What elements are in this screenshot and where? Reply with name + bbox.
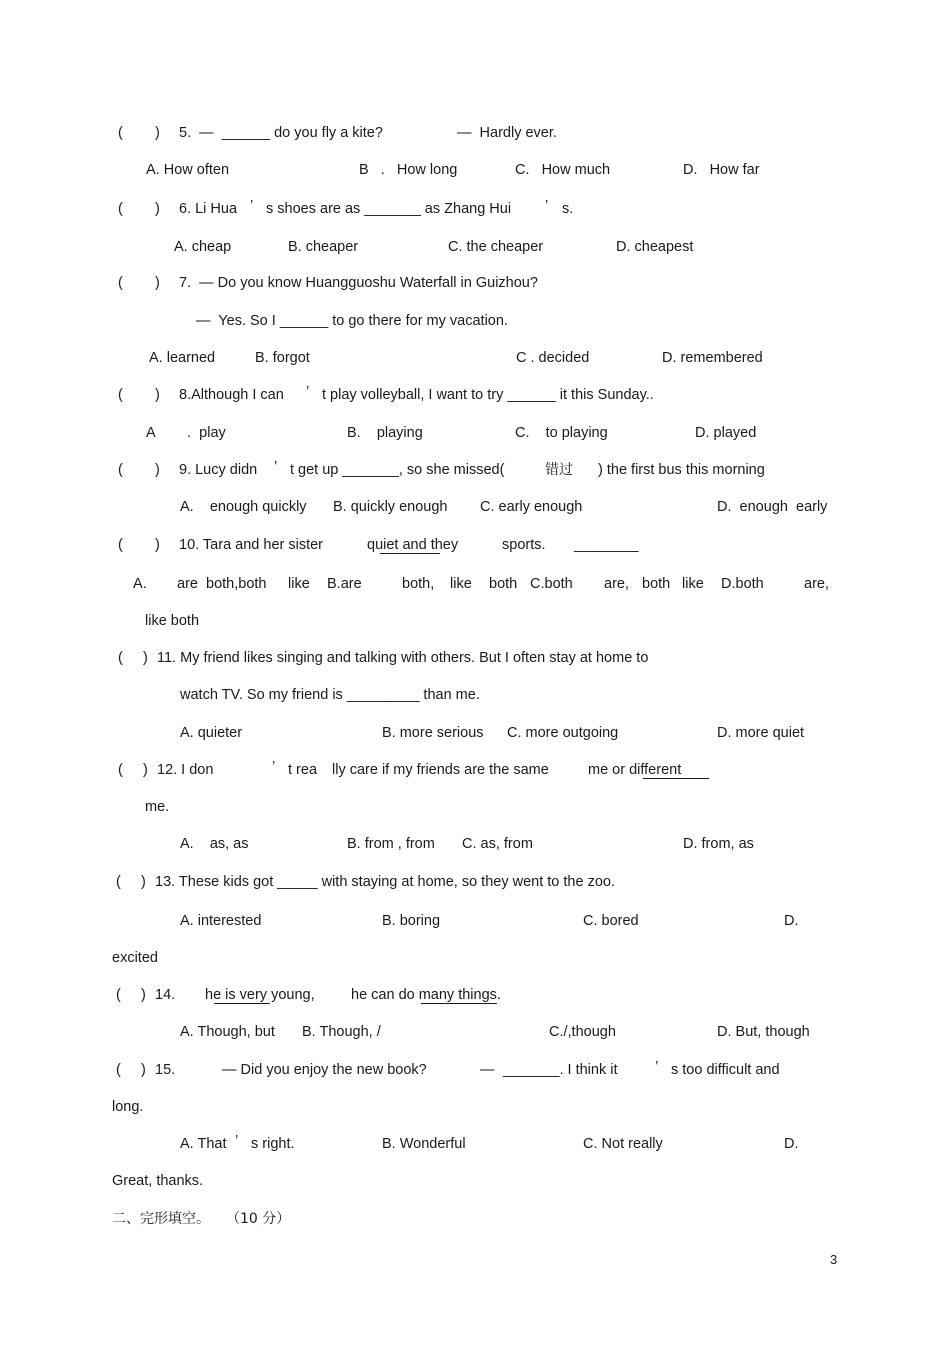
q15-number: 15.: [155, 1062, 176, 1078]
page-number: 3: [830, 1252, 838, 1267]
section-2-score: （10 分）: [226, 1211, 291, 1227]
q12-option-c: C. as, from: [462, 836, 533, 852]
q14-option-a: A. Though, but: [180, 1024, 275, 1040]
q6-option-c: C. the cheaper: [448, 239, 544, 255]
q14-underline-1: [214, 1003, 270, 1004]
q13-option-d: D.: [784, 913, 799, 929]
q12-option-a: A. as, as: [180, 836, 249, 852]
q10-opt-token: like: [682, 576, 704, 592]
q12-stem-b: t rea: [288, 762, 318, 778]
q11-option-a: A. quieter: [180, 725, 243, 741]
q5-option-d: D. How far: [683, 162, 760, 178]
q6-apostrophe-1: ’: [250, 198, 254, 214]
q8-apostrophe: ’: [306, 384, 310, 400]
q10-opt-token: both: [489, 576, 518, 592]
q12-stem-d: me or different: [588, 762, 682, 778]
q12-stem-c: lly care if my friends are the same: [332, 762, 549, 778]
q9-option-b: B. quickly enough: [333, 499, 448, 515]
q15-option-b: B. Wonderful: [382, 1136, 466, 1152]
q10-opt-token: D.both: [721, 576, 764, 592]
q12-stem-2: me.: [145, 799, 170, 815]
q9-option-d: D. enough early: [717, 499, 828, 515]
q14-option-b: B. Though, /: [302, 1024, 381, 1040]
q5-paren: ( ): [118, 125, 160, 141]
q12-option-d: D. from, as: [683, 836, 754, 852]
q9-paren: ( ): [118, 462, 160, 478]
q7-option-d: D. remembered: [662, 350, 763, 366]
q6-stem-c: s.: [562, 201, 574, 217]
q14-underline-2: [421, 1003, 497, 1004]
q15-stem-b: — Did you enjoy the new book?: [222, 1062, 427, 1078]
q9-apostrophe: ’: [274, 459, 278, 475]
q10-underline: [380, 553, 440, 554]
q10-opt-token: B.are: [327, 576, 362, 592]
q10-opt-token: are both,both: [177, 576, 267, 592]
q12-stem-a: 12. I don: [157, 762, 214, 778]
q15-option-a-rest: s right.: [251, 1136, 295, 1152]
q8-option-c: C. to playing: [515, 425, 608, 441]
q15-option-c: C. Not really: [583, 1136, 663, 1152]
q14-number: 14.: [155, 987, 176, 1003]
q10-opt-token: like: [450, 576, 472, 592]
q5-option-a: A. How often: [146, 162, 230, 178]
q8-option-b: B. playing: [347, 425, 423, 441]
q13-option-d-wrap: excited: [112, 950, 158, 966]
q11-paren: ( ): [118, 650, 148, 666]
section-2-title: 二、完形填空。: [112, 1211, 210, 1227]
q8-stem-a: 8.Although I can: [179, 387, 284, 403]
q8-option-a: A . play: [146, 425, 226, 441]
q9-stem-a: 9. Lucy didn: [179, 462, 258, 478]
q6-stem-b: s shoes are as _______ as Zhang Hui: [266, 201, 512, 217]
q5-option-c: C. How much: [515, 162, 611, 178]
q9-stem-b: t get up _______, so she missed(: [290, 462, 505, 478]
q9-option-c: C. early enough: [480, 499, 583, 515]
q7-option-c: C . decided: [516, 350, 590, 366]
q12-apostrophe: ’: [272, 759, 276, 775]
q14-paren: ( ): [116, 987, 146, 1003]
q6-stem-a: 6. Li Hua: [179, 201, 238, 217]
q15-stem-2: long.: [112, 1099, 144, 1115]
q15-stem-c: _______. I think it: [503, 1062, 618, 1078]
q14-stem-c: he can do many things.: [351, 987, 501, 1003]
q8-paren: ( ): [118, 387, 160, 403]
q13-option-c: C. bored: [583, 913, 639, 929]
q13-option-a: A. interested: [180, 913, 262, 929]
q8-option-d: D. played: [695, 425, 757, 441]
q7-option-a: A. learned: [149, 350, 216, 366]
q15-stem-d: s too difficult and: [671, 1062, 780, 1078]
q10-opt-token: both: [642, 576, 671, 592]
q15-option-a: A. That: [180, 1136, 227, 1152]
q15-option-d: D.: [784, 1136, 799, 1152]
q13-stem: 13. These kids got _____ with staying at home, so they went to the zoo.: [155, 874, 615, 890]
q10-opt-token: like: [288, 576, 310, 592]
q10-blank: ________: [574, 537, 639, 553]
q10-opt-wrap: like both: [145, 613, 200, 629]
q10-stem-b: quiet and they: [367, 537, 459, 553]
q11-stem-2: watch TV. So my friend is _________ than me.: [180, 687, 480, 703]
q11-stem: 11. My friend likes singing and talking with others. But I often stay at home to: [157, 650, 649, 666]
q11-option-d: D. more quiet: [717, 725, 805, 741]
q6-apostrophe-2: ’: [545, 198, 549, 214]
q11-option-c: C. more outgoing: [507, 725, 619, 741]
q7-reply: — Yes. So I ______ to go there for my vacation.: [196, 313, 508, 329]
q5-reply: — Hardly ever.: [457, 125, 557, 141]
q14-option-d: D. But, though: [717, 1024, 810, 1040]
q13-option-b: B. boring: [382, 913, 441, 929]
q15-option-d-wrap: Great, thanks.: [112, 1173, 204, 1189]
q11-option-b: B. more serious: [382, 725, 484, 741]
q7-stem: 7. — Do you know Huangguoshu Waterfall in Guizhou?: [179, 275, 538, 291]
q6-option-b: B. cheaper: [288, 239, 359, 255]
q6-option-a: A. cheap: [174, 239, 232, 255]
q15-option-a-apostrophe: ’: [235, 1133, 239, 1149]
q15-dash: —: [480, 1062, 495, 1078]
q10-opt-token: are,: [604, 576, 629, 592]
q9-option-a: A. enough quickly: [180, 499, 307, 515]
q10-opt-token: C.both: [530, 576, 573, 592]
q14-option-c: C./,though: [549, 1024, 616, 1040]
q7-paren: ( ): [118, 275, 160, 291]
q12-underline: [643, 778, 709, 779]
q12-option-b: B. from , from: [347, 836, 435, 852]
q6-paren: ( ): [118, 201, 160, 217]
q5-stem: 5. — ______ do you fly a kite?: [179, 125, 383, 141]
q10-paren: ( ): [118, 537, 160, 553]
q13-paren: ( ): [116, 874, 146, 890]
q6-option-d: D. cheapest: [616, 239, 694, 255]
q10-opt-token: A.: [133, 576, 147, 592]
q15-paren: ( ): [116, 1062, 146, 1078]
q7-option-b: B. forgot: [255, 350, 310, 366]
q8-stem-b: t play volleyball, I want to try ______ it this Sunday..: [322, 387, 654, 403]
q5-option-b: B . How long: [359, 162, 458, 178]
q14-stem-b: he is very young,: [205, 987, 315, 1003]
q10-opt-token: both,: [402, 576, 435, 592]
q9-stem-c: ) the first bus this morning: [598, 462, 765, 478]
q12-paren: ( ): [118, 762, 148, 778]
q10-opt-token: are,: [804, 576, 829, 592]
q15-apostrophe: ’: [655, 1059, 659, 1075]
q10-stem-a: 10. Tara and her sister: [179, 537, 324, 553]
q10-stem-c: sports.: [502, 537, 546, 553]
q9-chinese-gloss: 错过: [545, 462, 573, 478]
